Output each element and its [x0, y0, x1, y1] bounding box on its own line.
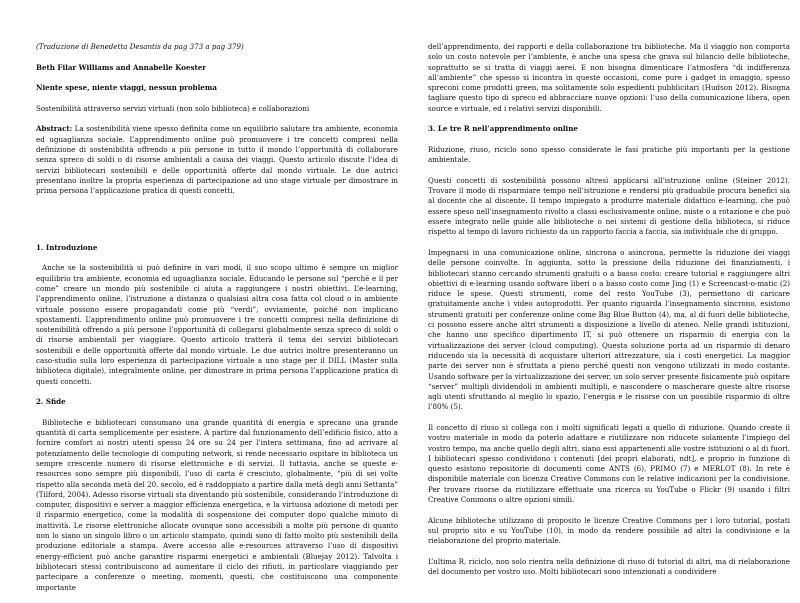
section-1-heading: 1. Introduzione	[36, 242, 98, 252]
article-subtitle: Sostenibilità attraverso servizi virtuali (non solo biblioteca) e collaborazioni	[36, 103, 310, 113]
left-column	[36, 42, 398, 603]
section-2-heading: 2. Sfide	[36, 397, 66, 407]
section-3-paragraph-4: Il concetto di riuso si collega con i molti significati legati a quello di riduzione. Quando create il vostro materiale in modo da poterlo adattare e riutilizzare non riducete solamente l’impiego del vostro tempo, ma anche quello degli altri, siano essi appartenenti alle vostre istituzioni o al di fuori. I bibliotecari spesso condividono i contenuti [dei propri elaborati, ndt], e proprio in funzione di questo esistono repositorie di documenti come ANTS (6), PRIMO (7) e MERLOT (8). In rete è disponibile materiale con licenza Creative Commons con le relative indicazioni per la condivisione. Per trovare risorse da riutilizzare effettuate una ricerca su YouTube o Flickr (9) usando i filtri Creative Commons o altre opzioni simili.	[428, 422, 790, 505]
article-title: Niente spese, niente viaggi, nessun problema	[36, 83, 217, 93]
abstract-label: Abstract:	[36, 124, 73, 134]
section-3-paragraph-6: L’ultima R, riciclo, non solo rientra nella definizione di riuso di tutorial di altri, ma di rielaborazione del documento per vostro uso. Molti bibliotecari sono intenzionati a condividere	[428, 556, 790, 577]
section-3-paragraph-3: Impegnarsi in una comunicazione online, sincrona o asincrona, permette la riduzione dei viaggi delle persone coinvolte. In aggiunta, sotto la pressione della riduzione dei finanziamenti, i bibliotecari stanno cercando strumenti gratuiti o a basso costo: creare tutorial e raggiungere altri obiettivi di e-learning usando software liberi o a basso costo come Jing (1) e Screencast-o-matic (2) riduce le spese. Questi strumenti, come del resto YouTube (3), permettono di caricare gratuitamente anche i video autoprodotti. Per quanto riguarda l’insegnamento sincrono, esistono strumenti gratuiti per conferenze online come Big Blue Button (4), ma, al di fuori delle biblioteche, ci possono essere anche altri strumenti a disposizione a livello di ateneo. Nelle grandi istituzioni, che hanno uno specifico dipartimento IT, si può ottenere un risparmio di energia con la virtualizzazione dei server (cloud computing). Questa soluzione porta ad un risparmio di denaro riducendo sia la necessità di acquistare ulteriori attrezzature, sia i costi energetici. La maggior parte dei server non è sfruttata a pieno perché questi non vengono utilizzati in modo costante. Usando software per la virtualizzazione dei server, un solo server presente fisicamente può ospitare “server” multipli dividendoli in ambienti multipli, e nascondere o mascherare queste altre risorse agli utenti sfruttando al meglio lo spazio, l’energia e le risorse con un possibile risparmio di oltre l’80% (5).	[428, 247, 790, 412]
abstract-text: La sostenibilità viene spesso definita come un equilibrio salutare tra ambiente, economia ed uguaglianza sociale. L’apprendimento online può promuovere i tre concetti compresi nella definizione di sostenibilità offrendo a più persone in tutto il mondo l’opportunità di collaborare senza spreco di soldi o di risorse ambientali a causa dei viaggi. Questo articolo discute l’idea di servizi bibliotecari sostenibili e delle opportunità offerte dal mondo virtuale. Le due autrici presentano inoltre la propria esperienza di partecipazione ad uno stage virtuale per dimostrare in prima persona l’applicazione pratica di questi concetti.	[36, 124, 398, 196]
abstract	[36, 124, 398, 196]
section-2-paragraph: Biblioteche e bibliotecari consumano una grande quantità di energia e sprecano una grande quantità di carta semplicemente per esistere. A partire dal funzionamento dell’edificio fisico, atto a fornire comfort ai nostri utenti spesso 24 ore su 24 per l’intera settimana, fino ad arrivare al potenziamento delle tecnologie di computing network, si rende necessario ospitare in biblioteca un sempre crescente numero di risorse elettroniche e di servizi. Il tuttavia, anche se queste e-resources sono sempre più disponibili, l’uso di carta è cresciuto, globalmente, “più di sei volte rispetto alla seconda metà del 20. secolo, ed è raddoppiato a partire dalla metà degli anni Settanta” (Tilford, 2004). Adesso risorse virtuali sta diventando più sostenibile, considerando l’introduzione di computer, dispositivi e server a maggior efficienza energetica, e la virtuosa adozione di metodi per il risparmio energetico, come la modalità di sospensione dei computer dopo qualche minuto di inattività. Le risorse elettroniche allocate ovunque sono accessibili a molte più persone di quanto non lo siano un singolo libro o un articolo stampato, quindi sono di fatto molto più sostenibili della produzione editoriale a stampa. Avere accesso alle e-resources attraverso l’uso di dispositivi energy-efficient può anche garantire risparmi energetici e ambientali (Bluejay 2012). Talvolta i bibliotecari stessi contribuiscono ad aumentare il ciclo dei rifiuti, in particolare viaggiando per partecipare a conferenze o meeting, momenti, questi, che costituiscono una componente importante	[36, 417, 398, 592]
section-1-paragraph: Anche se la sostenibilità si può definire in vari modi, il suo scopo ultimo è sempre un miglior equilibrio tra ambiente, economia ed uguaglianza sociale. Educando le persone sul “perché e il per come” creare un mondo più sostenibile ci aiuta a raggiungere i nostri obiettivi. L’e-learning, l’apprendimento online, l’istruzione a distanza o qualsiasi altra cosa fatta col cloud o in ambiente virtuale possono essere propagandati come più “verdi”, ovviamente, poiché non implicano spostamenti. L’apprendimento online può promuovere i tre concetti compresi nella definizione di sostenibilità offrendo a più persone l’opportunità di collegarsi globalmente senza spreco di soldi o di risorse ambientali per viaggiare. Questo articolo tratterà il tema dei servizi bibliotecari sostenibili e delle opportunità offerte dal mondo virtuale. Le due autrici inoltre presenteranno un caso-studio sulla loro esperienza di partecipazione virtuale a uno stage per il DILL (Master sulla biblioteca digitale), integralmente online, per dimostrare in prima persona l’applicazione pratica di questi concetti.	[36, 263, 398, 386]
continuation-paragraph: dell’apprendimento, dei rapporti e della collaborazione tra biblioteche. Ma il viaggio non comporta solo un costo notevole per l’ambiente, è anche una spesa che grava sul bilancio delle biblioteche, soprattutto se si tratta di viaggi aerei. E non bisogna dimenticare l’atmosfera “di indifferenza all’ambiente” che spesso si incontra in queste occasioni, come pure i gadget in omaggio, spesso spreconi come prodotti green, ma solitamente solo espedienti pubblicitari (Hudson 2012). Bisogna tagliare questo tipo di spreco ed abbracciare nuove opzioni: l’uso della comunicazione libera, open source e virtuale, ed i relativi servizi disponibili.	[428, 42, 790, 113]
authors: Beth Filar Williams and Annabelle Koester	[36, 62, 207, 72]
section-3-paragraph-1: Riduzione, riuso, riciclo sono spesso considerate le fasi pratiche più importanti per la gestione ambientale.	[428, 144, 790, 165]
section-3-paragraph-5: Alcune biblioteche utilizzano di proposito le licenze Creative Commons per i loro tutorial, postati sul proprio sito e su YouTube (10), in modo da rendere possibile ad altri la condivisione e la rielaborazione del proprio materiale.	[428, 515, 790, 546]
right-column	[428, 42, 790, 588]
section-3-heading: 3. Le tre R nell’apprendimento online	[428, 124, 578, 134]
section-3-paragraph-2: Questi concetti di sostenibilità possono altresì applicarsi all’istruzione online (Steiner 2012). Trovare il modo di risparmiare tempo nell’istruzione e rendersi più graduabile procura benefici sia al docente che al discente. Il tempo impiegato a produrre materiale didattico e-learning, che può essere speso nell’insegnamento rivolto a classi esclusivamente online, miste o a rotazione e che può essere integrato nelle guide alle biblioteche o nei sistemi di gestione della biblioteca, si riduce rispetto al tempo di lavoro richiesto da un rapporto faccia a faccia, sia individuale che di gruppo.	[428, 175, 790, 237]
translation-note: (Traduzione di Benedetta Desantis da pag 373 a pag 379)	[36, 42, 244, 51]
